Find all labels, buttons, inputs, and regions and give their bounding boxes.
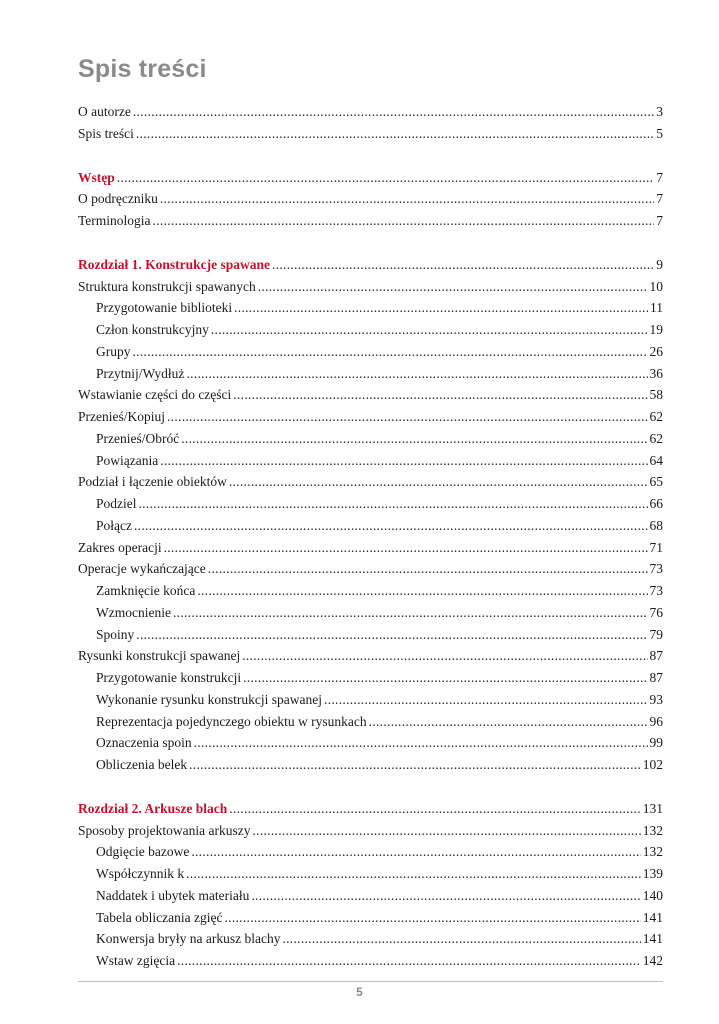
dot-leader xyxy=(167,409,648,425)
toc-subentry[interactable] xyxy=(78,300,663,322)
toc-entry-label: Wstaw zgięcia xyxy=(96,953,176,968)
dot-leader xyxy=(258,279,648,295)
toc-subentry[interactable] xyxy=(78,735,663,757)
toc-entry-label: Zakres operacji xyxy=(78,539,162,555)
toc-entry-page: 76 xyxy=(649,604,663,620)
toc-subentry[interactable] xyxy=(78,844,663,866)
toc-entry-label: Rozdział 2. Arkusze blach xyxy=(78,800,228,816)
dot-leader xyxy=(173,605,648,621)
dot-leader xyxy=(243,670,647,686)
toc-entry-label: Oznaczenia spoin xyxy=(96,735,192,751)
toc-entry-page: 68 xyxy=(649,517,663,533)
toc-chapter-entry[interactable] xyxy=(78,801,663,823)
page-title: Spis treści xyxy=(78,55,207,83)
toc-entry-label: Struktura konstrukcji spawanych xyxy=(78,278,256,294)
table-of-contents xyxy=(78,104,663,975)
toc-entry-page: 132 xyxy=(642,822,663,838)
toc-entry-label: Rozdział 1. Konstrukcje spawane xyxy=(78,256,270,272)
dot-leader xyxy=(369,714,648,730)
toc-entry-page: 62 xyxy=(649,409,663,424)
toc-entry-label: Obliczenia belek xyxy=(96,757,188,772)
toc-entry-page: 7 xyxy=(656,213,663,228)
toc-entry-page: 9 xyxy=(656,256,663,272)
toc-entry-page: 141 xyxy=(642,931,663,947)
toc-entry[interactable] xyxy=(78,104,663,126)
toc-entry-page: 36 xyxy=(649,365,663,381)
toc-entry-label: Sposoby projektowania arkuszy xyxy=(78,822,251,838)
toc-subentry[interactable] xyxy=(78,714,663,736)
toc-entry-page: 139 xyxy=(642,866,663,881)
toc-subentry[interactable] xyxy=(78,627,663,649)
toc-entry[interactable] xyxy=(78,409,663,431)
toc-entry-page: 93 xyxy=(649,691,663,707)
dot-leader xyxy=(191,844,640,860)
dot-leader xyxy=(282,931,640,947)
dot-leader xyxy=(189,757,641,773)
toc-entry-page: 7 xyxy=(656,191,663,207)
toc-subentry[interactable] xyxy=(78,583,663,605)
toc-subentry[interactable] xyxy=(78,866,663,888)
toc-entry-page: 87 xyxy=(649,670,663,685)
toc-entry-page: 58 xyxy=(649,387,663,403)
dot-leader xyxy=(117,170,655,186)
toc-entry-page: 87 xyxy=(649,648,663,664)
toc-subentry[interactable] xyxy=(78,431,663,453)
toc-subentry[interactable] xyxy=(78,931,663,953)
dot-leader xyxy=(242,648,647,664)
dot-leader xyxy=(234,300,648,316)
toc-entry-label: Przytnij/Wydłuż xyxy=(96,365,185,381)
dot-leader xyxy=(177,953,641,969)
dot-leader xyxy=(136,126,654,142)
toc-entry-label: Grupy xyxy=(96,343,131,359)
toc-entry-page: 102 xyxy=(642,757,663,772)
dot-leader xyxy=(324,692,647,708)
toc-entry-page: 140 xyxy=(642,887,663,903)
toc-entry-page: 132 xyxy=(642,844,663,860)
toc-subentry[interactable] xyxy=(78,605,663,627)
dot-leader xyxy=(133,344,648,360)
toc-entry-label: Zamknięcie końca xyxy=(96,583,196,598)
section-spacer xyxy=(78,148,663,170)
toc-entry[interactable] xyxy=(78,387,663,409)
toc-entry-label: Przenieś/Kopiuj xyxy=(78,409,165,424)
toc-entry-page: 66 xyxy=(649,496,663,511)
toc-entry-label: Terminologia xyxy=(78,213,151,228)
dot-leader xyxy=(160,453,647,469)
dot-leader xyxy=(272,257,654,273)
toc-entry-label: O autorze xyxy=(78,104,131,119)
dot-leader xyxy=(252,823,640,839)
dot-leader xyxy=(197,583,647,599)
dot-leader xyxy=(153,213,655,229)
page-number: 5 xyxy=(356,985,363,999)
toc-subentry[interactable] xyxy=(78,670,663,692)
dot-leader xyxy=(133,104,654,120)
toc-entry-page: 99 xyxy=(649,735,663,751)
dot-leader xyxy=(186,366,647,382)
toc-entry-label: Odgięcie bazowe xyxy=(96,844,190,860)
toc-entry[interactable] xyxy=(78,540,663,562)
toc-entry-page: 10 xyxy=(649,278,663,294)
toc-entry-page: 11 xyxy=(650,300,663,316)
dot-leader xyxy=(136,627,647,643)
toc-entry-label: Spis treści xyxy=(78,125,134,141)
toc-entry-page: 71 xyxy=(649,539,663,555)
toc-entry[interactable] xyxy=(78,648,663,670)
dot-leader xyxy=(186,866,641,882)
toc-entry-label: Naddatek i ubytek materiału xyxy=(96,887,250,903)
toc-entry-page: 141 xyxy=(642,909,663,925)
toc-entry-page: 3 xyxy=(656,104,663,119)
toc-subentry[interactable] xyxy=(78,953,663,975)
toc-entry-label: Wstęp xyxy=(78,169,115,185)
toc-entry-label: Przygotowanie biblioteki xyxy=(96,300,233,316)
dot-leader xyxy=(208,561,648,577)
toc-entry-page: 7 xyxy=(656,169,663,185)
toc-entry-page: 73 xyxy=(649,583,663,598)
toc-entry-label: Powiązania xyxy=(96,452,159,468)
dot-leader xyxy=(233,387,647,403)
toc-entry-label: Przygotowanie konstrukcji xyxy=(96,670,242,685)
footer-divider xyxy=(78,981,663,982)
toc-entry[interactable] xyxy=(78,126,663,148)
toc-entry-label: Konwersja bryły na arkusz blachy xyxy=(96,931,281,947)
toc-entry-label: Wstawianie części do części xyxy=(78,387,232,403)
toc-entry-label: Operacje wykańczające xyxy=(78,561,206,577)
dot-leader xyxy=(229,474,648,490)
toc-entry[interactable] xyxy=(78,823,663,845)
toc-subentry[interactable] xyxy=(78,453,663,475)
toc-entry[interactable] xyxy=(78,191,663,213)
toc-chapter-entry[interactable] xyxy=(78,257,663,279)
toc-entry-page: 73 xyxy=(649,561,663,577)
dot-leader xyxy=(229,801,640,817)
toc-entry-label: O podręczniku xyxy=(78,191,158,207)
toc-entry-label: Rysunki konstrukcji spawanej xyxy=(78,648,241,664)
toc-subentry[interactable] xyxy=(78,366,663,388)
toc-entry-page: 5 xyxy=(656,125,663,141)
toc-subentry[interactable] xyxy=(78,496,663,518)
toc-entry-label: Tabela obliczania zgięć xyxy=(96,909,223,925)
toc-entry[interactable] xyxy=(78,474,663,496)
dot-leader xyxy=(181,431,647,447)
toc-subentry[interactable] xyxy=(78,692,663,714)
section-spacer xyxy=(78,235,663,257)
dot-leader xyxy=(251,888,640,904)
toc-subentry[interactable] xyxy=(78,757,663,779)
toc-subentry[interactable] xyxy=(78,518,663,540)
dot-leader xyxy=(224,910,640,926)
toc-chapter-entry[interactable] xyxy=(78,170,663,192)
toc-entry-page: 142 xyxy=(642,953,663,968)
toc-subentry[interactable] xyxy=(78,910,663,932)
toc-subentry[interactable] xyxy=(78,322,663,344)
toc-entry[interactable] xyxy=(78,561,663,583)
toc-entry-label: Przenieś/Obróć xyxy=(96,430,180,446)
toc-entry[interactable] xyxy=(78,213,663,235)
toc-entry-label: Spoiny xyxy=(96,626,135,642)
section-spacer xyxy=(78,779,663,801)
toc-subentry[interactable] xyxy=(78,344,663,366)
dot-leader xyxy=(139,496,648,512)
dot-leader xyxy=(211,322,648,338)
dot-leader xyxy=(164,540,648,556)
dot-leader xyxy=(194,735,648,751)
toc-entry-page: 26 xyxy=(649,343,663,359)
toc-entry-page: 79 xyxy=(649,626,663,642)
dot-leader xyxy=(160,191,654,207)
toc-entry-label: Współczynnik k xyxy=(96,866,185,881)
toc-entry-label: Podział i łączenie obiektów xyxy=(78,474,227,490)
toc-entry-page: 62 xyxy=(649,430,663,446)
toc-entry-label: Reprezentacja pojedynczego obiektu w rysunkach xyxy=(96,713,367,729)
dot-leader xyxy=(134,518,648,534)
toc-entry[interactable] xyxy=(78,279,663,301)
toc-entry-page: 19 xyxy=(649,322,663,337)
toc-entry-label: Wzmocnienie xyxy=(96,604,171,620)
toc-entry-label: Połącz xyxy=(96,517,132,533)
toc-entry-page: 65 xyxy=(649,474,663,490)
toc-subentry[interactable] xyxy=(78,888,663,910)
toc-entry-label: Człon konstrukcyjny xyxy=(96,322,209,337)
toc-entry-label: Wykonanie rysunku konstrukcji spawanej xyxy=(96,691,323,707)
toc-entry-page: 96 xyxy=(649,713,663,729)
toc-entry-page: 64 xyxy=(649,452,663,468)
toc-entry-label: Podziel xyxy=(96,496,137,511)
toc-entry-page: 131 xyxy=(642,800,663,816)
